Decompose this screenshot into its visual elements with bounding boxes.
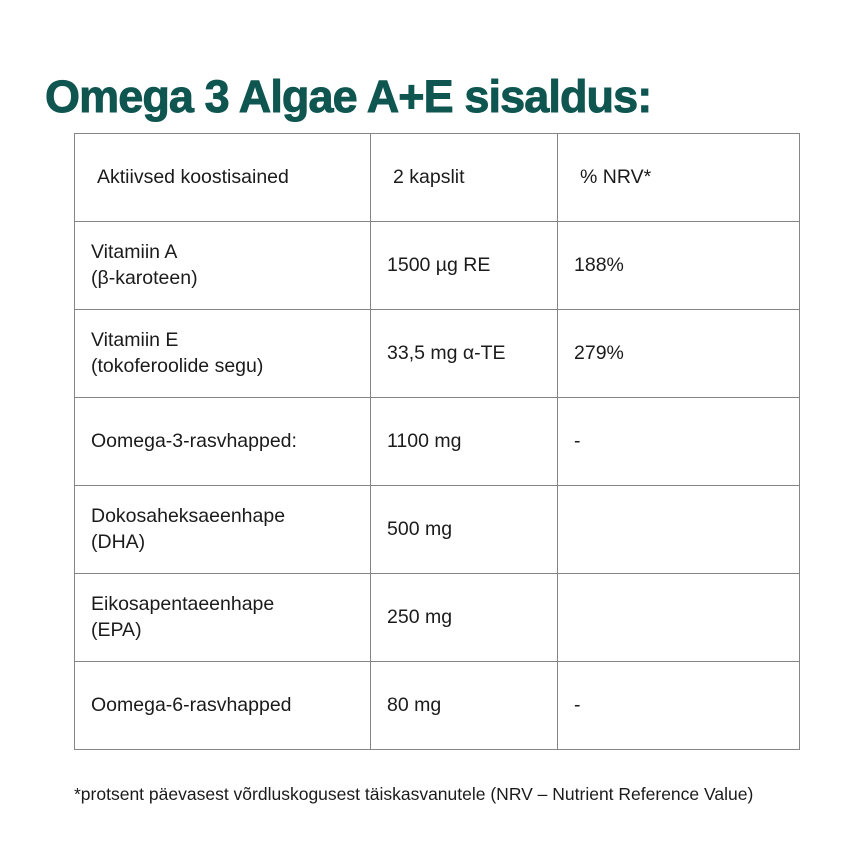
- column-header-ingredient-label: Aktiivsed koostisained: [97, 165, 289, 188]
- column-header-dose: [371, 134, 558, 222]
- table-row: [75, 310, 800, 398]
- ingredient-name-cell: [75, 486, 371, 574]
- ingredient-name-cell: [75, 662, 371, 750]
- ingredient-amount-value: 500 mg: [387, 517, 453, 540]
- ingredient-nrv-cell: [558, 310, 800, 398]
- ingredient-amount-cell: [371, 310, 558, 398]
- nrv-footnote: *protsent päevasest võrdluskogusest täiskasvanutele (NRV – Nutrient Reference Value): [74, 783, 754, 804]
- ingredient-amount-cell: [371, 222, 558, 310]
- ingredient-name-line1: Oomega-3-rasvhapped:: [91, 429, 297, 452]
- ingredient-name-line1: Vitamiin A: [91, 240, 178, 263]
- ingredient-name-line2: (tokoferoolide segu): [91, 354, 264, 377]
- ingredient-nrv-value: 279%: [574, 341, 624, 364]
- ingredient-amount-value: 33,5 mg α-TE: [387, 341, 506, 364]
- ingredient-nrv-cell: [558, 486, 800, 574]
- table-row: [75, 486, 800, 574]
- column-header-dose-label: 2 kapslit: [393, 165, 465, 188]
- ingredient-name-line1: Vitamiin E: [91, 328, 179, 351]
- ingredient-name-line1: Oomega-6-rasvhapped: [91, 693, 292, 716]
- ingredient-amount-value: 80 mg: [387, 693, 442, 716]
- ingredient-amount-value: 1100 mg: [387, 429, 462, 452]
- ingredient-nrv-value: -: [574, 429, 581, 452]
- ingredient-name-line2: (EPA): [91, 618, 142, 641]
- ingredient-name-cell: [75, 222, 371, 310]
- column-header-nrv-label: % NRV*: [580, 165, 652, 188]
- ingredient-name-line1: Eikosapentaeenhape: [91, 592, 275, 615]
- ingredient-name-cell: [75, 398, 371, 486]
- ingredient-amount-value: 250 mg: [387, 605, 453, 628]
- table-row: [75, 222, 800, 310]
- ingredient-name-line1: Dokosaheksaeenhape: [91, 504, 286, 527]
- ingredient-name-cell: [75, 310, 371, 398]
- table-header-row: [75, 134, 800, 222]
- nutrition-table: [74, 133, 800, 750]
- column-header-ingredient: [75, 134, 371, 222]
- table-row: [75, 398, 800, 486]
- ingredient-amount-cell: [371, 574, 558, 662]
- table-row: [75, 574, 800, 662]
- ingredient-name-line2: (DHA): [91, 530, 146, 553]
- page-title: Omega 3 Algae A+E sisaldus:: [45, 70, 652, 122]
- ingredient-amount-cell: [371, 662, 558, 750]
- ingredient-amount-value: 1500 µg RE: [387, 253, 491, 276]
- ingredient-nrv-cell: [558, 222, 800, 310]
- ingredient-amount-cell: [371, 486, 558, 574]
- ingredient-name-line2: (β-karoteen): [91, 266, 198, 289]
- column-header-nrv: [558, 134, 800, 222]
- table-row: [75, 662, 800, 750]
- ingredient-nrv-cell: [558, 662, 800, 750]
- ingredient-nrv-value: -: [574, 693, 581, 716]
- ingredient-amount-cell: [371, 398, 558, 486]
- ingredient-nrv-value: 188%: [574, 253, 624, 276]
- ingredient-name-cell: [75, 574, 371, 662]
- ingredient-nrv-cell: [558, 574, 800, 662]
- ingredient-nrv-cell: [558, 398, 800, 486]
